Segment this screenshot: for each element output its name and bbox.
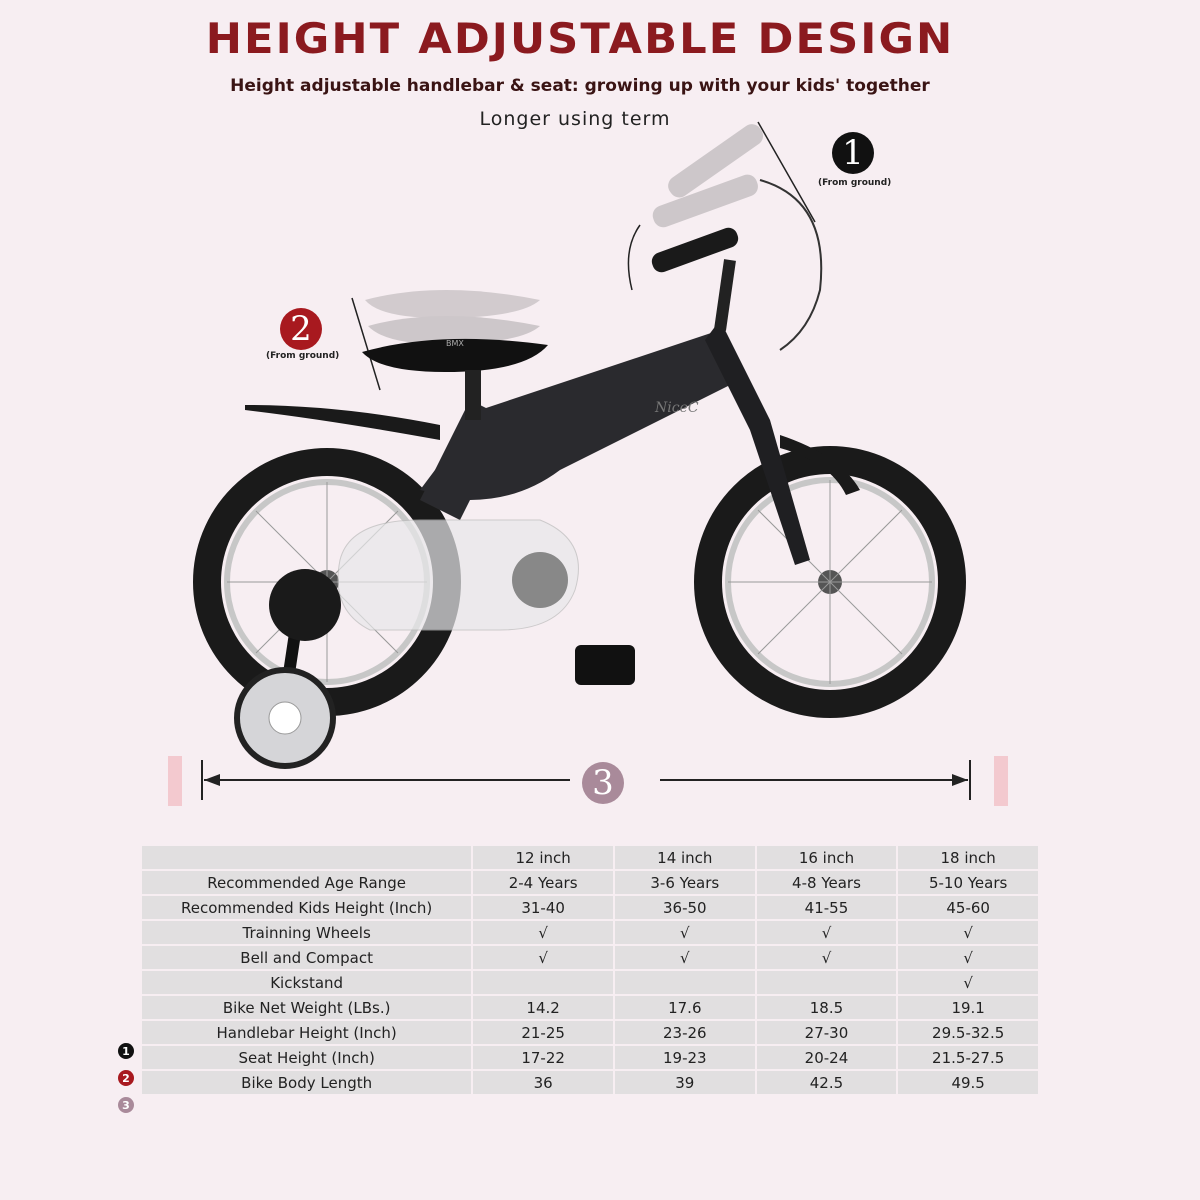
row-value: 41-55 bbox=[757, 896, 897, 919]
row-value: 19-23 bbox=[615, 1046, 755, 1069]
row-value: 2-4 Years bbox=[473, 871, 613, 894]
marker-3-icon: 3 bbox=[582, 762, 624, 804]
brand-text: NiceC bbox=[655, 400, 699, 416]
seat-text: BMX bbox=[446, 339, 464, 348]
row-value: √ bbox=[615, 946, 755, 969]
row-label: Bell and Compact bbox=[142, 946, 471, 969]
marker-1-icon: 1 bbox=[832, 132, 874, 174]
tagline: Longer using term bbox=[479, 108, 671, 130]
row-value: √ bbox=[757, 946, 897, 969]
seat-ghost bbox=[365, 290, 540, 344]
table-row bbox=[142, 1071, 1038, 1094]
table-row bbox=[142, 871, 1038, 894]
row-value: 21.5-27.5 bbox=[898, 1046, 1038, 1069]
table-row bbox=[142, 996, 1038, 1019]
size-header: 16 inch bbox=[757, 846, 897, 869]
row-value: 36 bbox=[473, 1071, 613, 1094]
row-marker-1-icon: 1 bbox=[118, 1043, 134, 1059]
row-value: 3-6 Years bbox=[615, 871, 755, 894]
row-value: 39 bbox=[615, 1071, 755, 1094]
row-value: 14.2 bbox=[473, 996, 613, 1019]
size-header: 12 inch bbox=[473, 846, 613, 869]
row-value: 49.5 bbox=[898, 1071, 1038, 1094]
row-value: 42.5 bbox=[757, 1071, 897, 1094]
spec-table bbox=[140, 844, 1040, 1096]
row-label: Seat Height (Inch) bbox=[142, 1046, 471, 1069]
chain-guard bbox=[338, 520, 578, 630]
row-label: Recommended Age Range bbox=[142, 871, 471, 894]
row-value: 27-30 bbox=[757, 1021, 897, 1044]
table-row bbox=[142, 971, 1038, 994]
row-label: Trainning Wheels bbox=[142, 921, 471, 944]
row-value: 18.5 bbox=[757, 996, 897, 1019]
row-value: √ bbox=[898, 971, 1038, 994]
row-value: 31-40 bbox=[473, 896, 613, 919]
row-marker-2-icon: 2 bbox=[118, 1070, 134, 1086]
table-row bbox=[142, 896, 1038, 919]
row-value: √ bbox=[615, 921, 755, 944]
row-value: 19.1 bbox=[898, 996, 1038, 1019]
row-value: 17.6 bbox=[615, 996, 755, 1019]
table-row bbox=[142, 1046, 1038, 1069]
row-label: Kickstand bbox=[142, 971, 471, 994]
row-value bbox=[757, 971, 897, 994]
table-row bbox=[142, 1021, 1038, 1044]
row-label: Recommended Kids Height (Inch) bbox=[142, 896, 471, 919]
size-header: 18 inch bbox=[898, 846, 1038, 869]
row-value: √ bbox=[473, 921, 613, 944]
size-header: 14 inch bbox=[615, 846, 755, 869]
row-value: √ bbox=[898, 921, 1038, 944]
row-label: Handlebar Height (Inch) bbox=[142, 1021, 471, 1044]
handlebar-ghost bbox=[650, 120, 767, 230]
row-value: 20-24 bbox=[757, 1046, 897, 1069]
page-title: HEIGHT ADJUSTABLE DESIGN bbox=[205, 14, 955, 63]
row-value: 21-25 bbox=[473, 1021, 613, 1044]
brake-cable bbox=[760, 180, 821, 350]
row-value: 23-26 bbox=[615, 1021, 755, 1044]
page-subtitle: Height adjustable handlebar & seat: growing up with your kids' together bbox=[230, 76, 930, 96]
row-value: √ bbox=[898, 946, 1038, 969]
rear-fender bbox=[245, 405, 440, 440]
row-label: Bike Body Length bbox=[142, 1071, 471, 1094]
row-value: √ bbox=[757, 921, 897, 944]
pedal bbox=[575, 645, 635, 685]
row-marker-3-icon: 3 bbox=[118, 1097, 134, 1113]
row-value: 17-22 bbox=[473, 1046, 613, 1069]
table-row bbox=[142, 946, 1038, 969]
row-label: Bike Net Weight (LBs.) bbox=[142, 996, 471, 1019]
header-empty-cell bbox=[142, 846, 471, 869]
marker-2-icon: 2 bbox=[280, 308, 322, 350]
row-value bbox=[615, 971, 755, 994]
table-row bbox=[142, 921, 1038, 944]
row-value: 4-8 Years bbox=[757, 871, 897, 894]
marker-1-note: (From ground) bbox=[818, 178, 892, 188]
row-value: 5-10 Years bbox=[898, 871, 1038, 894]
row-value: √ bbox=[473, 946, 613, 969]
row-value: 29.5-32.5 bbox=[898, 1021, 1038, 1044]
row-value: 45-60 bbox=[898, 896, 1038, 919]
marker-2-note: (From ground) bbox=[266, 351, 340, 361]
row-value: 36-50 bbox=[615, 896, 755, 919]
table-header-row bbox=[142, 846, 1038, 869]
row-value bbox=[473, 971, 613, 994]
